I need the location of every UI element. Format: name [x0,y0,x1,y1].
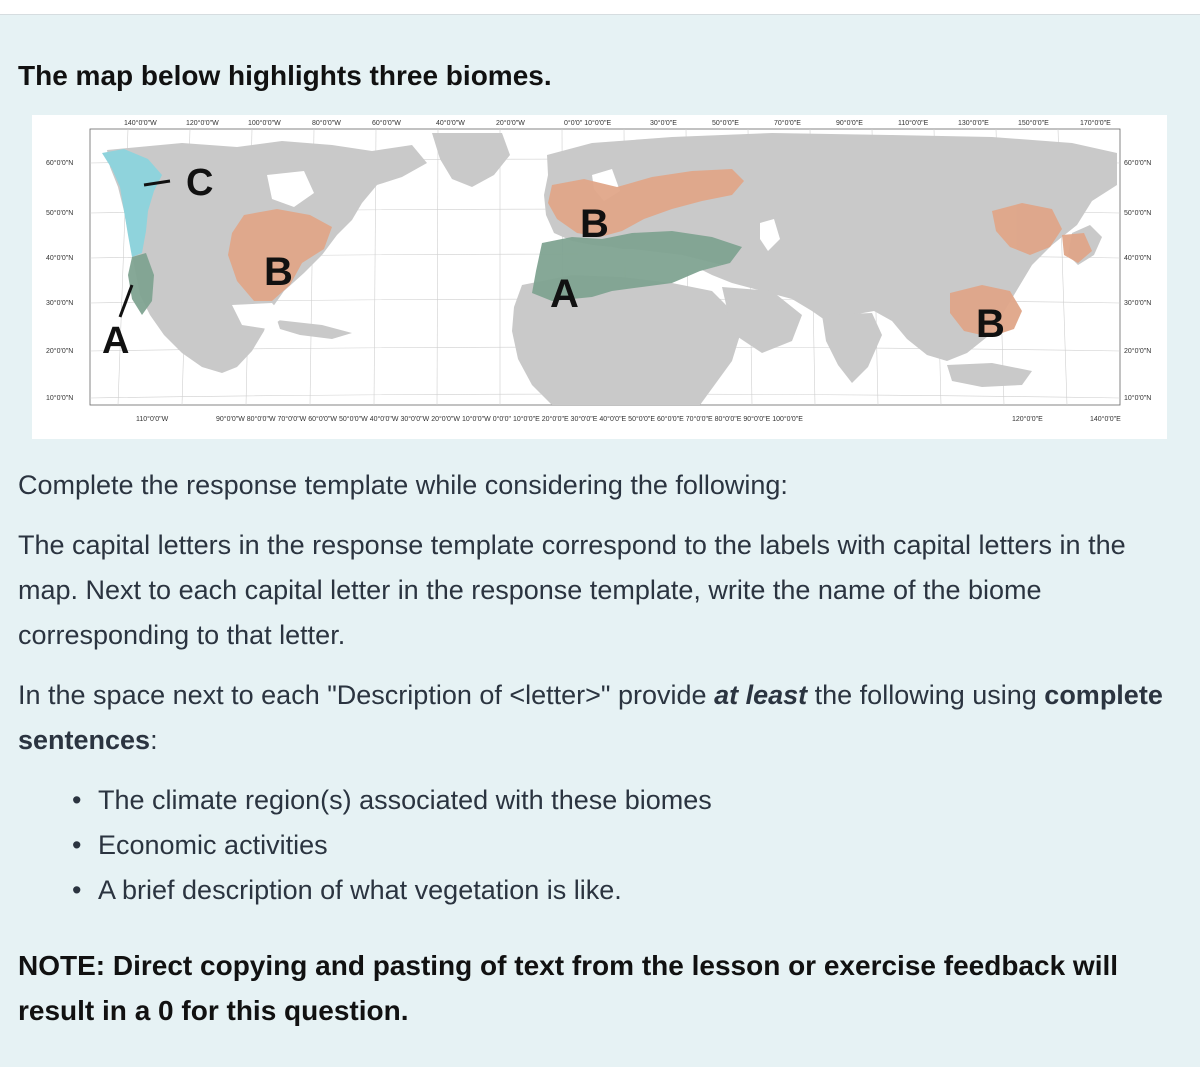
map-label-b-north-america: B [264,250,293,294]
svg-text:20°0'0"N: 20°0'0"N [46,348,74,355]
page-heading: The map below highlights three biomes. [18,60,552,91]
svg-text:0°0'0" 10°0'0"E: 0°0'0" 10°0'0"E [564,120,612,127]
svg-text:100°0'0"W: 100°0'0"W [248,120,281,127]
svg-text:90°0'0"W 80°0'0"W 70°0'0"W 60°: 90°0'0"W 80°0'0"W 70°0'0"W 60°0'0"W 50°0'0"W 40°0'0"W 30°0'0"W 20°0'0"W 10°0'0"W 0°0'0" 10°0'0"E 20°0'0"E 30°0'0"E 40°0'0"E 50°0'0"E 60°0'0"E 70°0'0"E 80°0'0"E 90°0'0"E 100°0'0"E [216,416,803,423]
para2-middle: the following using [807,680,1045,710]
biome-map-graphic [32,115,1167,439]
left-latitude-labels [46,159,73,402]
top-bar [0,0,1200,15]
grading-note: NOTE: Direct copying and pasting of text from the lesson or exercise feedback will result in a 0 for this question. [18,950,1119,1026]
svg-text:20°0'0"W: 20°0'0"W [496,120,525,127]
svg-text:130°0'0"E: 130°0'0"E [958,120,989,127]
requirement-item: • The climate region(s) associated with these biomes [98,778,1168,823]
svg-text:40°0'0"N: 40°0'0"N [1124,255,1152,262]
svg-text:30°0'0"N: 30°0'0"N [1124,300,1152,307]
svg-text:30°0'0"N: 30°0'0"N [46,300,74,307]
biome-map [32,115,1167,439]
instructions-paragraph-description [18,673,1168,763]
svg-text:140°0'0"E: 140°0'0"E [1090,416,1121,423]
requirement-item: • Economic activities [98,823,1168,868]
svg-text:80°0'0"W: 80°0'0"W [312,120,341,127]
svg-text:40°0'0"N: 40°0'0"N [46,255,74,262]
svg-text:110°0'0"W: 110°0'0"W [136,416,169,423]
svg-text:50°0'0"N: 50°0'0"N [46,210,74,217]
svg-text:20°0'0"N: 20°0'0"N [1124,348,1152,355]
para2-strong: complete sentences [18,680,1163,755]
map-label-b-europe: B [580,202,609,246]
svg-text:120°0'0"E: 120°0'0"E [1012,416,1043,423]
instructions [18,463,1168,913]
svg-text:50°0'0"E: 50°0'0"E [712,120,739,127]
requirement-item: • A brief description of what vegetation is like. [98,868,1168,913]
svg-text:10°0'0"N: 10°0'0"N [46,395,74,402]
svg-text:70°0'0"E: 70°0'0"E [774,120,801,127]
svg-text:40°0'0"W: 40°0'0"W [436,120,465,127]
para2-before: In the space next to each "Description of <letter>" provide [18,680,715,710]
map-label-a-north-america: A [102,320,130,362]
map-label-b-east-asia: B [976,302,1005,346]
bottom-longitude-labels [136,415,1121,423]
svg-text:120°0'0"W: 120°0'0"W [186,120,219,127]
requirements-list [18,778,1168,913]
svg-text:30°0'0"E: 30°0'0"E [650,120,677,127]
svg-text:50°0'0"N: 50°0'0"N [1124,210,1152,217]
svg-text:140°0'0"W: 140°0'0"W [124,120,157,127]
svg-text:150°0'0"E: 150°0'0"E [1018,120,1049,127]
svg-text:170°0'0"E: 170°0'0"E [1080,120,1111,127]
svg-text:60°0'0"N: 60°0'0"N [46,160,74,167]
instructions-paragraph-letters: The capital letters in the response template correspond to the labels with capital letters in the map. Next to each capital letter in the response template, write the name of the biome corresponding to that letter. [18,530,1126,650]
top-longitude-labels [124,119,1111,127]
para2-emphasis: at least [714,680,808,710]
svg-text:10°0'0"N: 10°0'0"N [1124,395,1152,402]
svg-text:60°0'0"N: 60°0'0"N [1124,160,1152,167]
svg-text:60°0'0"W: 60°0'0"W [372,120,401,127]
instructions-intro: Complete the response template while considering the following: [18,470,788,500]
map-label-c-north-america: C [186,162,214,204]
right-latitude-labels [1124,159,1151,402]
map-label-a-mediterranean: A [550,272,579,316]
para2-after: : [150,725,158,755]
svg-text:110°0'0"E: 110°0'0"E [898,120,929,127]
svg-text:90°0'0"E: 90°0'0"E [836,120,863,127]
